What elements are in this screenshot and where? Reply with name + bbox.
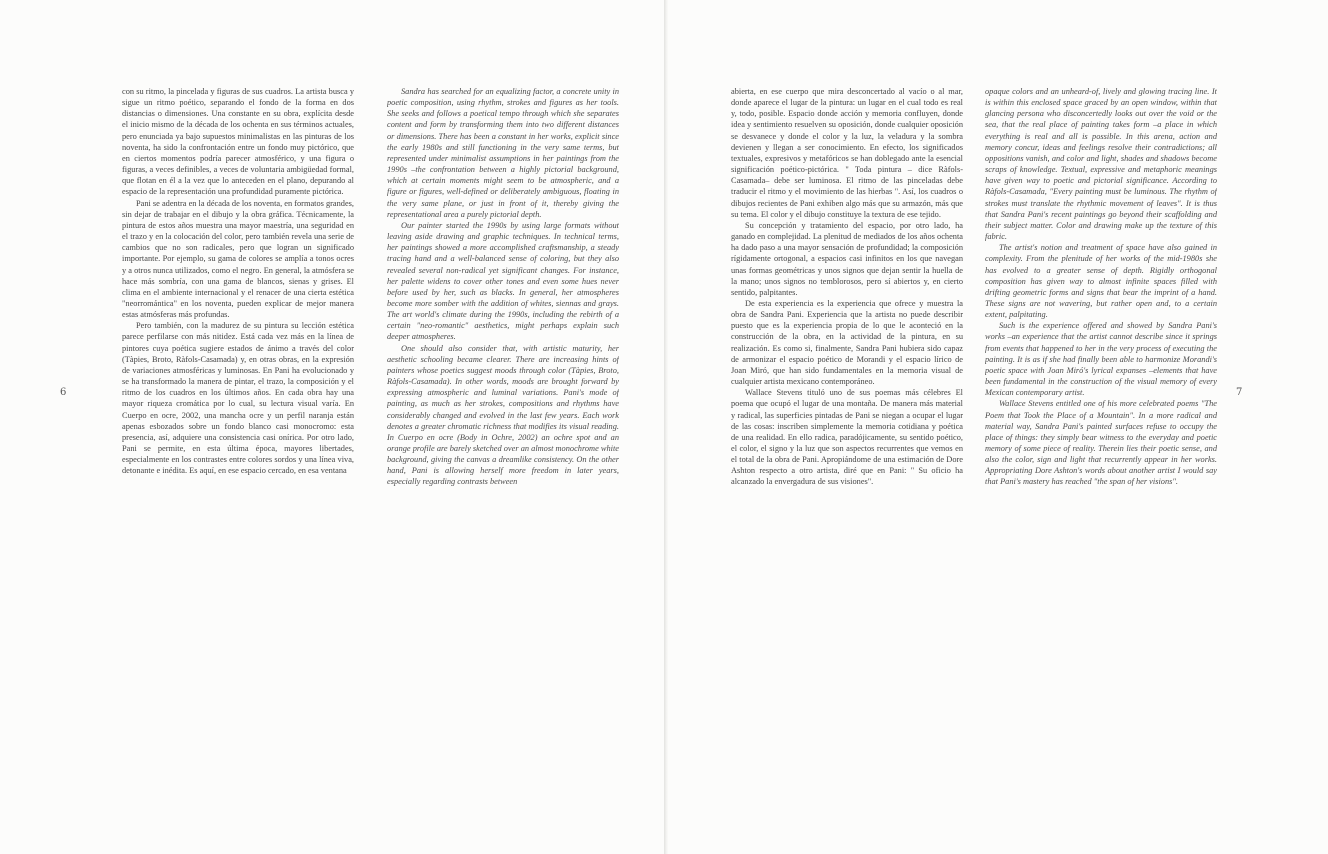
paragraph: Su concepción y tratamiento del espacio, por otro lado, ha ganado en complejidad. La plenitud de mediados de los años ochenta ha dado paso a una mayor sensación de profundidad; la composición rígidamente ortogonal, a espacios casi infinitos en los que navegan unas formas geométricas y unos signos que dejan sentir la huella de la mano; unos signos no temblorosos, pero sí abiertos y, en cierto sentido, palpitantes.: [731, 220, 963, 297]
paragraph: Sandra has searched for an equalizing factor, a concrete unity in poetic composition, using rhythm, strokes and figures as her tools. She seeks and follows a poetical tempo through which she separates content and form by transforming them into two different distances or dimensions. There has been a constant in her works, explicit since the early 1980s and still functioning in the very same terms, but represented under minimalist assumptions in her paintings from the 1990s –the confrontation between a highly pictorial background, which at certain moments might seem to be atmospheric, and a figure or figures, well-defined or deliberately ambiguous, floating in the very same plane, or just in front of it, thereby giving the representational area a purely pictorial depth.: [387, 87, 619, 219]
column-spanish-left: [122, 86, 354, 801]
page-number-right: 7: [1236, 387, 1243, 398]
paragraph: Pani se adentra en la década de los noventa, en formatos grandes, sin dejar de trabajar en el dibujo y la obra gráfica. Técnicamente, la pintura de estos años muestra una mayor maestría, una seguridad en el trazo y en la colocación del color, pero también revela una serie de cambios que no son radicales, pero que logran un significado importante. Por ejemplo, su gama de colores se amplía a tonos ocres y a otros nunca utilizados, como el negro. En general, la atmósfera se hace más sombría, con una gama de blancos, sienas y grises. El clima en el ambiente internacional y el renacer de una cierta estética "neorromántica" en los noventa, pueden explicar de mejor manera estas atmósferas más profundas.: [122, 198, 354, 320]
column-english-right: [985, 86, 1217, 801]
column-english-left: [387, 86, 619, 801]
paragraph: abierta, en ese cuerpo que mira desconcertado al vacío o al mar, donde aparece el lugar de la pintura: un lugar en el cual todo es real y, todo, posible. Espacio donde acción y memoria confluyen, donde idea y sentimiento resuelven su oposición, donde cualquier oposición se desvanece y donde el color y la luz, la veladura y la sombra devienen y llegan a ser conocimiento. En efecto, los significados textuales, expresivos y metafóricos se han doblegado ante la esencial significación poético-pictórica. " Toda pintura – dice Ràfols-Casamada– debe ser luminosa. El ritmo de las pinceladas debe traducir el ritmo y el movimiento de las hierbas ". Así, los cuadros o dibujos recientes de Pani exhiben algo más que su armazón, más que su tema. El color y el dibujo constituye la textura de ese tejido.: [731, 87, 963, 219]
paragraph: The artist's notion and treatment of space have also gained in complexity. From the plenitude of her works of the mid-1980s she has evolved to a greater sense of depth. Rigidly orthogonal composition has given way to almost infinite spaces filled with drifting geometric forms and signs that bear the imprint of a hand. These signs are not wavering, but rather open and, to a certain extent, palpitating.: [985, 243, 1217, 320]
column-spanish-right: [731, 86, 963, 801]
book-gutter: [664, 0, 668, 854]
paragraph: One should also consider that, with artistic maturity, her aesthetic schooling became clearer. There are increasing hints of painters whose poetics suggest moods through color (Tàpies, Broto, Ràfols-Casamada). In other words, moods are brought forward by expressing atmospheric and luminal variations. Pani's mode of painting, as much as her strokes, compositions and rhythms have considerably changed and evolved in the last few years. Each work denotes a greater chromatic richness that modifies its visual reading. In Cuerpo en ocre (Body in Ochre, 2002) an ochre spot and an orange profile are barely sketched over an almost monochrome white background, giving the canvas a dreamlike consistency. On the other hand, Pani is allowing herself more freedom in later years, especially regarding contrasts between: [387, 343, 619, 487]
paragraph: opaque colors and an unheard-of, lively and glowing tracing line. It is within this enclosed space graced by an open window, within that glancing persona who disconcertedly looks out over the void or the sea, that the real place of painting takes form –a place in which everything is real and all is possible. In this arena, action and memory concur, ideas and feelings resolve their contradictions; all oppositions vanish, and color and light, shades and shadows become scraps of knowledge. Textual, expressive and metaphoric meanings have given way to poetic and pictorial significance. According to Ràfols-Casamada, "Every painting must be luminous. The rhythm of strokes must translate the rhythmic movement of leaves". It is thus that Sandra Pani's recent paintings go beyond their scaffolding and their subject matter. Color and drawing make up the texture of this fabric.: [985, 87, 1217, 242]
paragraph: Pero también, con la madurez de su pintura su lección estética parece perfilarse con más nitidez. Está cada vez más en la línea de pintores cuya poética sugiere estados de ánimo a través del color (Tàpies, Broto, Ràfols-Casamada) y, en otras obras, en la expresión de variaciones atmosféricas y luminosas. En Pani ha evolucionado y se ha transformado la manera de pintar, el trazo, la composición y el ritmo de los cuadros en los últimos años. En cada obra hay una mayor riqueza cromática por lo cual, su lectura visual varía. En Cuerpo en ocre, 2002, una mancha ocre y un perfil naranja están apenas esbozados sobre un fondo blanco casi monocromo: esta presencia, así, adquiere una consistencia casi onírica. Por otro lado, Pani se permite, en esta última época, mayores libertades, especialmente en los contrastes entre colores sordos y una línea viva, detonante e inédita. Es aquí, en ese espacio cercado, en esa ventana: [122, 321, 354, 476]
page-number-left: 6: [60, 387, 67, 398]
paragraph: Wallace Stevens tituló uno de sus poemas más célebres El poema que ocupó el lugar de una montaña. De manera más material y radical, las superficies pintadas de Pani se niegan a ocupar el lugar de las cosas: inscriben simplemente la memoria cotidiana y poética de una realidad. En ello radica, paradójicamente, su sentido poético, el color, el signo y la luz que son aspectos recurrentes que vemos en el total de la obra de Pani. Apropiándome de una estimación de Dore Ashton respecto a otro artista, diré que en Pani: " Su oficio ha alcanzado la envergadura de sus visiones".: [731, 388, 963, 487]
paragraph: Such is the experience offered and showed by Sandra Pani's works –an experience that the artist cannot describe since it springs from events that happened to her in the very process of executing the painting. It is as if she had finally been able to harmonize Morandi's poetic space with Joan Miró's lyrical expanses –elements that have been fundamental in the construction of the visual memory of every Mexican contemporary artist.: [985, 321, 1217, 398]
paragraph: Wallace Stevens entitled one of his more celebrated poems "The Poem that Took the Place of a Mountain". In a more radical and material way, Sandra Pani's painted surfaces refuse to occupy the place of things: they simply bear witness to the everyday and poetic memory of some piece of reality. Therein lies their poetic sense, and also the color, sign and light that recurrently appear in her works. Appropriating Dore Ashton's words about another artist I would say that Pani's mastery has reached "the span of her visions".: [985, 399, 1217, 487]
paragraph: con su ritmo, la pincelada y figuras de sus cuadros. La artista busca y sigue un ritmo poético, separando el fondo de la forma en dos distancias o dimensiones. Una constante en su obra, explícita desde el inicio mismo de la década de los ochenta en sus términos actuales, pero enunciada ya bajo supuestos minimalistas en las pinturas de los noventa, ha sido la confrontación entre un fondo muy pictórico, que en ciertos momentos podría parecer atmosférico, y una figura o figuras, a veces definibles, a veces de voluntaria ambigüedad formal, que flotan en él a la vez que lo anteceden en el plano, depurando al espacio de la representación una profundidad puramente pictórica.: [122, 87, 354, 197]
paragraph: De esta experiencia es la experiencia que ofrece y muestra la obra de Sandra Pani. Experiencia que la artista no puede describir puesto que es la experiencia propia de lo que le aconteció en la construcción de la obra, en la actividad de la pintura, en su realización. Es como si, finalmente, Sandra Pani hubiera sido capaz de armonizar el espacio poético de Morandi y el espacio lírico de Joan Miró, que han sido fundamentales en la memoria visual de cualquier artista mexicano contemporáneo.: [731, 298, 963, 387]
paragraph: Our painter started the 1990s by using large formats without leaving aside drawing and graphic techniques. In technical terms, her paintings showed a more accomplished craftsmanship, a steady tracing hand and a well-balanced sense of coloring, but they also revealed several non-radical yet significant changes. For instance, her palette widens to cover other tones and even some hues never before used by her, such as blacks. In general, her atmospheres become more somber with the addition of whites, siennas and grays. The art world's climate during the 1990s, including the rebirth of a certain "neo-romantic" aesthetics, might perhaps explain such deeper atmospheres.: [387, 220, 619, 342]
